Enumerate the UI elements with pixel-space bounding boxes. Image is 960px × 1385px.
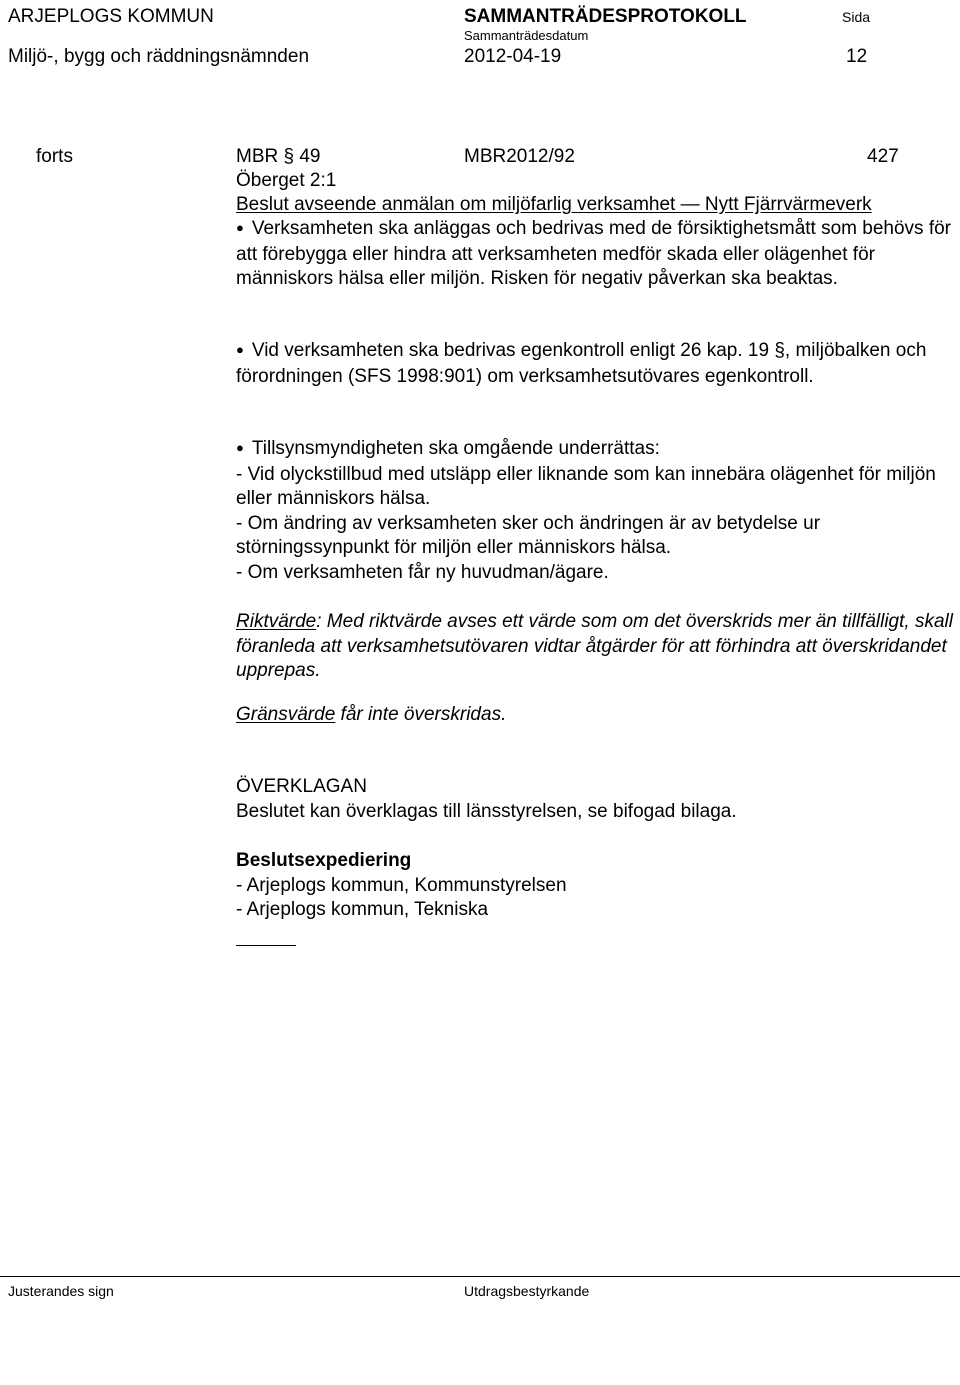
property-name: Öberget 2:1 [236, 170, 337, 191]
bullet-icon [236, 218, 252, 239]
limit-value-term: Gränsvärde [236, 704, 336, 725]
bullet-icon [236, 438, 252, 459]
page-number: 12 [846, 46, 868, 67]
notification-item-accident: - Vid olyckstillbud med utsläpp eller liknande som kan innebära olägenhet för miljön eller människors hälsa. [236, 463, 936, 509]
signature-label: Justerandes sign [8, 1283, 114, 1299]
page-label: Sida [842, 9, 871, 25]
notification-item-change: - Om ändring av verksamheten sker och ändringen är av betydelse ur störningssynpunkt för miljön eller människors hälsa. [236, 512, 821, 558]
guideline-value-term: Riktvärde [236, 611, 317, 632]
bullet-precaution-text: Verksamheten ska anläggas och bedrivas med de försiktighetsmått som behövs för att förebygga eller hindra att verksamheten medför skada eller olägenhet för människors hälsa eller miljön. Risken för negativ påverkan ska beaktas. [236, 218, 951, 289]
org-name: ARJEPLOGS KOMMUN [8, 6, 214, 27]
limit-value-paragraph [236, 703, 958, 728]
case-title: Beslut avseende anmälan om miljöfarlig verksamhet — Nytt Fjärrvärmeverk [236, 194, 872, 215]
distribution-item: - Arjeplogs kommun, Kommunstyrelsen [236, 875, 567, 896]
diary-number: MBR2012/92 [464, 146, 575, 167]
distribution-item: - Arjeplogs kommun, Tekniska [236, 899, 489, 920]
notification-item-owner: - Om verksamheten får ny huvudman/ägare. [236, 561, 609, 583]
meeting-date: 2012-04-19 [464, 46, 562, 67]
distribution-heading: Beslutsexpediering [236, 850, 412, 871]
date-label: Sammanträdesdatum [464, 28, 589, 43]
bullet-icon [236, 340, 252, 361]
paragraph-number: MBR § 49 [236, 146, 321, 167]
appeal-text: Beslutet kan överklagas till länsstyrelsen, se bifogad bilaga. [236, 801, 737, 822]
bullet-self-control [236, 339, 958, 389]
bullet-precaution [236, 217, 958, 292]
document-type: SAMMANTRÄDESPROTOKOLL [464, 6, 747, 27]
notification-intro: Tillsynsmyndigheten ska omgående underrättas: [251, 438, 660, 459]
limit-value-text: får inte överskridas. [335, 704, 507, 725]
continued-label: forts [36, 146, 73, 167]
appeal-heading: ÖVERKLAGAN [236, 776, 367, 797]
bullet-notification [236, 437, 958, 585]
guideline-value-text: : Med riktvärde avses ett värde som om det överskrids mer än tillfälligt, skall föranleda att verksamhetsutövaren vidtar åtgärder för att förhindra att överskridandet upprepas. [236, 611, 953, 681]
end-divider [236, 945, 296, 946]
certification-label: Utdragsbestyrkande [464, 1283, 590, 1299]
board-name: Miljö-, bygg och räddningsnämnden [8, 46, 310, 67]
reference-number: 427 [867, 146, 899, 167]
guideline-value-paragraph [236, 610, 958, 684]
footer-divider [0, 1276, 960, 1277]
bullet-self-control-text: Vid verksamheten ska bedrivas egenkontroll enligt 26 kap. 19 §, miljöbalken och förordningen (SFS 1998:901) om verksamhetsutövares egenkontroll. [236, 340, 927, 387]
